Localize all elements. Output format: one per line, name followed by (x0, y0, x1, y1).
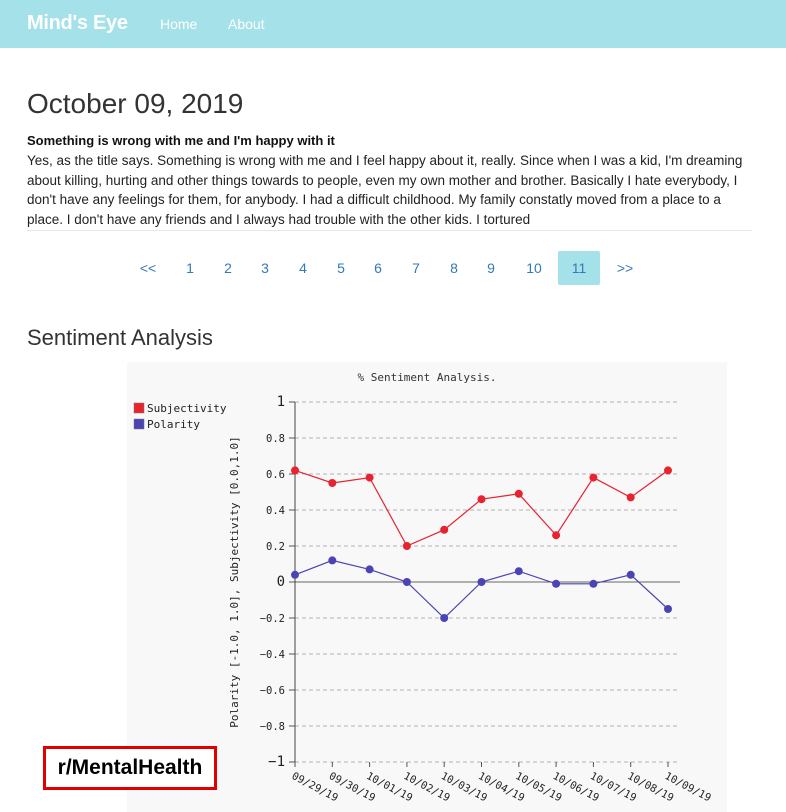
x-tick-label: 10/03/19 (438, 770, 490, 805)
data-point-subjectivity (589, 474, 597, 482)
page-link-7[interactable]: 7 (412, 260, 420, 276)
series-line-subjectivity (295, 470, 668, 546)
navbar (0, 0, 786, 48)
x-tick-label: 09/30/19 (326, 770, 378, 805)
data-point-polarity (664, 605, 672, 613)
x-tick-label: 10/04/19 (476, 770, 527, 805)
data-point-polarity (515, 567, 523, 575)
legend-swatch-subjectivity (134, 403, 144, 413)
data-point-polarity (440, 614, 448, 622)
x-tick-label: 10/08/19 (625, 770, 676, 805)
data-point-subjectivity (515, 490, 523, 498)
data-point-subjectivity (403, 542, 411, 550)
x-tick-label: 10/05/19 (513, 770, 564, 805)
x-tick-label: 10/02/19 (401, 770, 452, 805)
pagination-prev[interactable]: << (139, 260, 157, 276)
legend-label-polarity: Polarity (147, 418, 200, 431)
post-body: Yes, as the title says. Something is wrong with me and I feel happy about it, really. Since when I was a kid, I'm dreaming about killing, hurting and other things towards to people, even my own mother and brother. Basically I hate everybody, I don't have any feelings for them, for anybody. I had a difficult childhood. My family constatly moved from a place to a place. I don't have any friends and I always had trouble with the other kids. I tortured (27, 151, 752, 231)
sentiment-chart (127, 362, 727, 812)
y-tick-label: 0.4 (266, 505, 285, 517)
data-point-polarity (627, 571, 635, 579)
x-tick-label: 09/29/19 (289, 770, 340, 805)
data-point-subjectivity (664, 466, 672, 474)
y-tick-label: −0.8 (259, 721, 285, 733)
data-point-polarity (366, 565, 374, 573)
y-tick-label: 1 (276, 394, 285, 410)
sentiment-chart-panel (127, 362, 727, 812)
x-tick-label: 10/07/19 (587, 770, 639, 805)
y-tick-label: 0 (276, 574, 285, 590)
series-line-polarity (295, 560, 668, 618)
page-link-8[interactable]: 8 (450, 260, 458, 276)
data-point-polarity (403, 578, 411, 586)
page-link-11-active[interactable]: 11 (558, 251, 600, 285)
post-date: October 09, 2019 (27, 88, 244, 119)
section-heading: Sentiment Analysis (27, 325, 213, 350)
legend-swatch-polarity (134, 419, 144, 429)
y-tick-label: −0.4 (259, 649, 285, 661)
pagination-next[interactable]: >> (616, 260, 634, 276)
page-link-3[interactable]: 3 (261, 260, 269, 276)
data-point-polarity (478, 578, 486, 586)
chart-title: % Sentiment Analysis. (357, 371, 497, 384)
y-tick-label: 0.2 (266, 541, 285, 553)
y-tick-label: −0.2 (259, 613, 285, 625)
post-title: Something is wrong with me and I'm happy with it (27, 133, 335, 148)
y-axis-label: Polarity [-1.0, 1.0], Subjectivity [0.0,1.0] (228, 436, 241, 728)
page-link-10[interactable]: 10 (526, 260, 542, 276)
nav-about-link[interactable]: About (228, 16, 265, 32)
data-point-polarity (552, 580, 560, 588)
data-point-subjectivity (440, 526, 448, 534)
nav-home-link[interactable]: Home (160, 16, 198, 32)
y-tick-label: 0.6 (266, 469, 285, 481)
brand-logo[interactable]: Mind's Eye (27, 12, 128, 34)
page-link-9[interactable]: 9 (487, 260, 495, 276)
data-point-subjectivity (291, 466, 299, 474)
data-point-polarity (291, 571, 299, 579)
page-link-4[interactable]: 4 (299, 260, 307, 276)
x-tick-label: 10/09/19 (662, 770, 713, 805)
page-link-5[interactable]: 5 (337, 260, 345, 276)
subreddit-badge: r/MentalHealth (43, 746, 217, 790)
data-point-subjectivity (552, 531, 560, 539)
data-point-polarity (328, 556, 336, 564)
page-link-2[interactable]: 2 (224, 260, 232, 276)
data-point-subjectivity (627, 493, 635, 501)
y-tick-label: −1 (268, 754, 285, 770)
x-tick-label: 10/01/19 (364, 770, 415, 805)
x-tick-label: 10/06/19 (550, 770, 601, 805)
data-point-subjectivity (328, 479, 336, 487)
legend-label-subjectivity: Subjectivity (147, 402, 227, 415)
data-point-subjectivity (478, 495, 486, 503)
page-link-1[interactable]: 1 (186, 260, 194, 276)
y-tick-label: 0.8 (266, 433, 285, 445)
pagination (0, 251, 786, 285)
y-tick-label: −0.6 (259, 685, 285, 697)
page-link-6[interactable]: 6 (374, 260, 382, 276)
data-point-polarity (589, 580, 597, 588)
data-point-subjectivity (366, 474, 374, 482)
